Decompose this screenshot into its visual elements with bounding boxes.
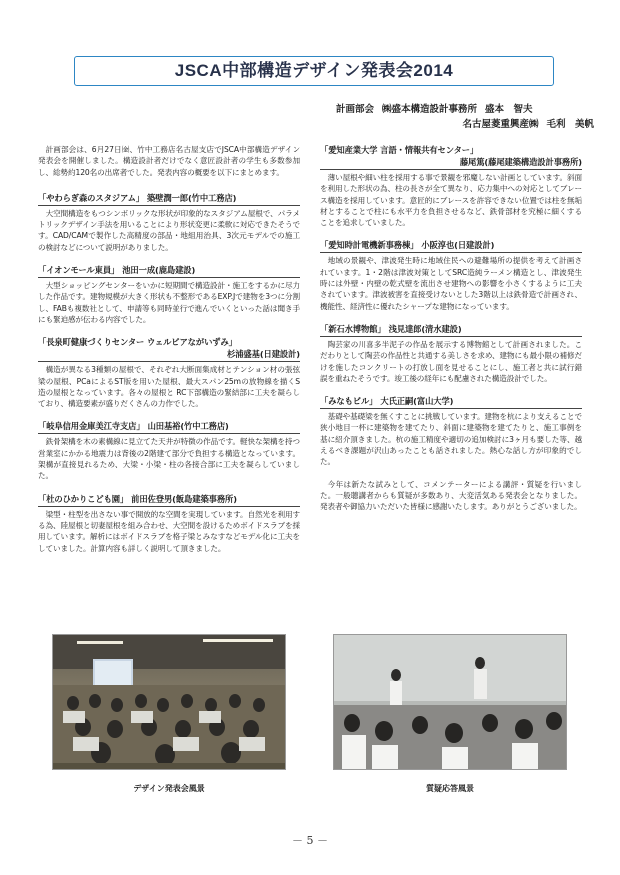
presentation-section	[320, 144, 582, 228]
presenter-name: 池田一成(鹿島建設)	[122, 265, 196, 276]
project-title: 「やわらぎ森のスタジアム」	[38, 192, 144, 203]
qa-session-photo	[333, 634, 567, 770]
presenter-name: 前田佐登男(飯島建築事務所)	[131, 493, 237, 504]
presenter-name: 浅見達郎(清水建設)	[388, 323, 462, 334]
section-heading	[320, 144, 582, 170]
presenter-name: 小阪淳也(日建設計)	[421, 240, 495, 251]
presenter-name: 築壁潤一郎(竹中工務店)	[146, 192, 237, 203]
project-title: 「杜のひかりこども園」	[38, 493, 129, 504]
project-title: 「新石水博物館」	[320, 323, 386, 334]
presentation-section	[38, 192, 300, 253]
seminar-hall-photo	[52, 634, 286, 770]
section-body: 大空間構造をもつシンボリックな形状が印象的なスタジアム屋根で、パラメトリックデザイン手法を用いることにより形状変更に柔軟に対応できたそうです。CAD/CAMで製作した高精度の部品・地組用治具、3次元モデルでの施工の検討などについて説明がありました。	[38, 208, 300, 252]
author-org: 名古屋菱重興産㈱	[462, 119, 539, 130]
section-body: 鉄骨架構を木の素構線に見立てた天井が特徴の作品です。軽快な架構を持つ営業室にかかる地震力は背後の2階建て部分で負担する構造となっています。架構が直接見れるため、大梁・小梁・柱の各接合部に工夫を凝らしていました。	[38, 437, 300, 481]
left-column	[38, 144, 300, 565]
author-name: 盛本 智夫	[485, 104, 533, 115]
section-body: 陶芸家の川喜多半泥子の作品を展示する博物館として計画されました。こだわりとして陶芸の作品性と共通する美しさを求め、建物にも最小限の補修だけを施したコンクリートの打放し面を見せることにし、施工者と共に試行錯誤を重ねたそうです。竣工後の経年にも配慮された構造設計でした。	[320, 339, 582, 383]
section-heading	[320, 395, 582, 409]
section-heading	[320, 323, 582, 337]
section-heading	[38, 264, 300, 278]
section-heading	[38, 493, 300, 507]
photo-caption: 質疑応答風景	[426, 784, 474, 793]
author-name: 毛利 美帆	[546, 119, 594, 130]
title-banner	[74, 56, 554, 86]
presenter-name: 杉浦盛基(日建設計)	[227, 349, 300, 360]
page-title: JSCA中部構造デザイン発表会2014	[174, 61, 454, 80]
project-title: 「みなもビル」	[320, 396, 378, 407]
presentation-section	[38, 493, 300, 554]
project-title: 「愛知産業大学 言語・情報共有センター」	[320, 145, 479, 155]
presentation-section	[320, 323, 582, 384]
section-body: 大型ショッピングセンターをいかに短期間で構造設計・施工をするかに尽力した作品です。建物規模が大きく形状も不整形であるEXP.Jで建物を3つに分割し、FABも複数社として、申請等も同時並行で進んでいくといった話は聞き手にも緊迫感が伝わる内容でした。	[38, 281, 300, 324]
section-body: 地域の景観や、津波発生時に地域住民への避難場所の提供を考えて計画されています。1・2階は津波対策としてSRC造純ラーメン構造とし、津波発生時には外壁・内壁の乾式壁を流出させ建物への影響を小さくするように工夫されています。津波被害を直接受けないとした3階以上は鉄骨造で計画され、機能性、経済性に優れたシャープな建物になっています。	[320, 256, 582, 311]
photo-caption: デザイン発表会風景	[133, 784, 205, 793]
presentation-section	[320, 395, 582, 467]
author-dept: 計画部会	[336, 104, 375, 115]
closing-paragraph: 今年は新たな試みとして、コメンテーターによる講評・質疑を行いました。一般聴講者からも質疑が多数あり、大変活気ある発表会となりました。発表者や御協力いただいた皆様に感謝いたします。ありがとうございました。	[320, 479, 582, 512]
presentation-section	[38, 336, 300, 409]
section-body: 基礎や基礎梁を無くすことに挑戦しています。建物を杭により支えることで狭小地目一杯に建築物を建てたり、斜面に建築物を建てたりと、施工事例を基に紹介頂きました。杭の施工精度や適切の追加検討に3ヶ月も要した等、越えるべき課題が沢山あったことも話されました。熱心な話し方が印象的でした。	[320, 412, 582, 467]
presenter-name: 大氏正嗣(富山大学)	[380, 396, 454, 407]
presentation-section	[38, 420, 300, 481]
section-heading	[38, 336, 300, 362]
presenter-name: 山田基裕(竹中工務店)	[147, 421, 229, 432]
section-heading	[320, 239, 582, 253]
intro-paragraph: 計画部会は、6月27日㈮、竹中工務店名古屋支店でJSCA中部構造デザイン発表会を開催しました。構造設計者だけでなく意匠設計者の学生も多数参加し、総勢約120名の出席者でした。発表内容の概要を以下にまとめます。	[38, 145, 300, 177]
section-body: 薄い屋根や細い柱を採用する事で景観を邪魔しない計画としています。斜面を利用した形状の為、柱の長さが全て異なり、応力集中への対応としてブレース構造を採用しています。意匠的にブレースを許容できない位置では柱を無垢材とすることで柱にも水平力を負担させるなど、鉄骨部材を究極に細くすることを追求していました。	[320, 173, 582, 228]
section-body: 梁型・柱型を出さない事で開放的な空間を実現しています。自然光を利用する為、陸屋根と切妻屋根を組み合わせ、大空間を設けるためボイドスラブを採用しています。解析にはボイドスラブを格子梁とみなすなどモデル化に工夫をしていました。計算内容も詳しく説明して頂きました。	[38, 509, 300, 553]
project-title: 「長泉町健康づくりセンター ウェルピアながいずみ」	[38, 337, 237, 348]
author-org: ㈱盛本構造設計事務所	[382, 104, 478, 115]
author-row	[336, 117, 594, 132]
presentation-section	[320, 239, 582, 311]
section-heading	[38, 420, 300, 434]
author-row	[336, 102, 594, 117]
section-body: 構造が異なる3種類の屋根で、それぞれ大断面集成材とテンション材の張弦梁の屋根、PCaによるST版を用いた屋根、最大スパン25mの放物線を描くS造の屋根となっています。各々の屋根と RC下部構造の緊結部に工夫を凝らしており、構造要素が盛りだくさんの力作でした。	[38, 365, 300, 409]
right-column	[320, 144, 582, 527]
section-heading	[38, 192, 300, 206]
project-title: 「イオンモール東員」	[38, 265, 120, 276]
project-title: 「岐阜信用金庫美江寺支店」	[38, 421, 145, 432]
author-block	[336, 102, 594, 132]
project-title: 「愛知時計電機新事務棟」	[320, 240, 419, 251]
presenter-name: 藤尾篤(藤尾建築構造設計事務所)	[459, 157, 582, 167]
presentation-section	[38, 264, 300, 325]
page-number: － 5 －	[292, 834, 328, 847]
